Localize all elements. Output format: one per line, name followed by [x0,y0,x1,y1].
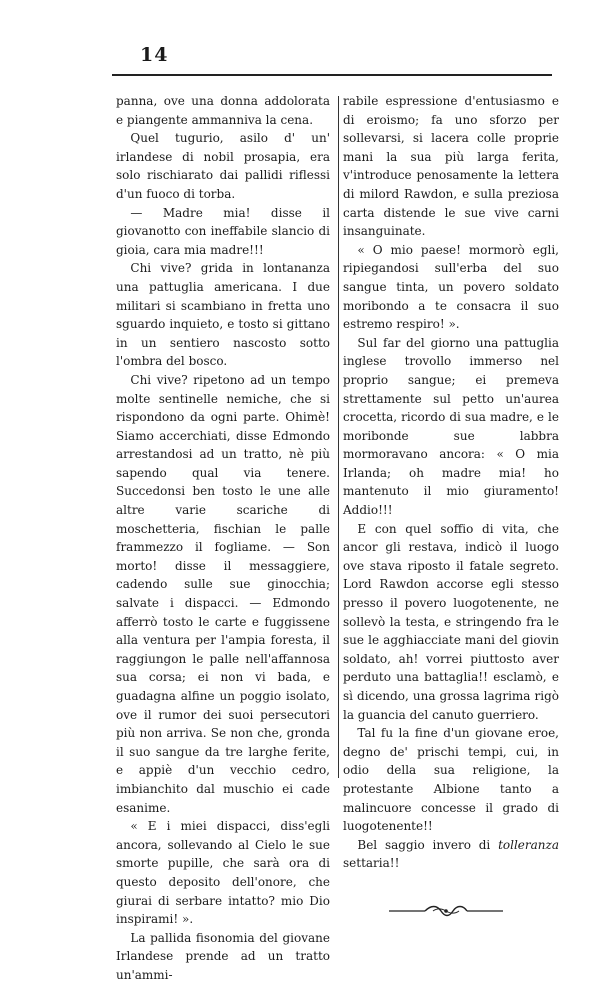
paragraph: Tal fu la fine d'un giovane eroe, degno de' prischi tempi, cui, in odio della sua religione, la protestante Albione tanto a malincuore concesse il grado di luogotenente!! [343,726,559,834]
paragraph: Quel tugurio, asilo d' un' irlandese di nobil prosapia, era solo rischiarato dai pallidi riflessi d'un fuoco di torba. [116,131,330,201]
closing-emphasis: tolleranza [498,837,559,852]
paragraph: rabile espressione d'entusiasmo e di eroismo; fa uno sforzo per sollevarsi, si lacera colle proprie mani la sua più larga ferita, v'introduce penosamente la lettera di milord Rawdon, e sulla preziosa carta distende le sue vive carni insanguinate. [343,94,559,239]
paragraph: E con quel soffio di vita, che ancor gli restava, indicò il luogo ove stava riposto il fatale segreto. Lord Rawdon accorse egli stesso presso il povero luogotenente, ne sollevò la testa, e stringendo fra le sue le agghiacciate mani del giovin soldato, ah! vorrei piuttosto aver perduto una battaglia!! esclamò, e sì dicendo, una grossa lagrima rigò la guancia del canuto guerriero. [343,521,559,722]
paragraph: Chi vive? grida in lontananza una pattuglia americana. I due militari si scambiano in fretta uno sguardo inquieto, e tosto si gittano in un sentiero nascosto sotto l'ombra del bosco. [116,261,330,369]
closing-text-before: Bel saggio invero di [357,837,499,852]
right-column [343,92,559,925]
paragraph: — Madre mia! disse il giovanotto con ineffabile slancio di gioia, cara mia madre!!! [116,205,330,257]
ornament-divider-icon [387,903,505,919]
paragraph: « E i miei dispacci, diss'egli ancora, sollevando al Cielo le sue smorte pupille, che sarà ora di questo deposito dell'onore, che giurai di serbare intatto? mio Dio inspirami! ». [116,819,330,927]
paragraph: panna, ove una donna addolorata e piangente ammanniva la cena. [116,94,330,127]
paragraph: Sul far del giorno una pattuglia inglese trovollo immerso nel proprio sangue; ei premeva strettamente sul petto un'aurea crocetta, ricordo di sua madre, e le moribonde sue labbra mormoravano ancora: « O mia Irlanda; oh madre mia! ho mantenuto il mio giuramento! Addio!!! [343,335,559,518]
left-column [116,92,330,985]
paragraph: Chi vive? ripetono ad un tempo molte sentinelle nemiche, che si rispondono da ogni parte. Ohimè! Siamo accerchiati, disse Edmondo arrestandosi ad un tratto, nè più sapendo qual via tenere. Succedonsi ben tosto le une alle altre varie scariche di moschetteria, fischian le palle frammezzo il fogliame. — Son morto! disse il messaggiere, cadendo sulle sue ginocchia; salvate i dispacci. — Edmondo afferrò tosto le carte e fuggissene alla ventura per l'ampia foresta, il raggiungon le palle nell'affannosa sua corsa; ei non vi bada, e guadagna alfine un poggio isolato, ove il rumor dei suoi persecutori più non arriva. Se non che, gronda il suo sangue da tre larghe ferite, e appiè d'un vecchio cedro, imbianchito dal muschio ei cade esanime. [116,372,330,815]
column-divider [338,96,339,778]
paragraph: « O mio paese! mormorò egli, ripiegandosi sull'erba del suo sangue tinta, un povero soldato moribondo a te consacra il suo estremo respiro! ». [343,242,559,332]
header-rule [112,74,552,76]
paragraph: La pallida fisonomia del giovane Irlandese prende ad un tratto un'ammi- [116,930,330,982]
page-number: 14 [140,44,169,66]
closing-text-after: settaria!! [343,856,400,871]
closing-paragraph [343,836,559,873]
